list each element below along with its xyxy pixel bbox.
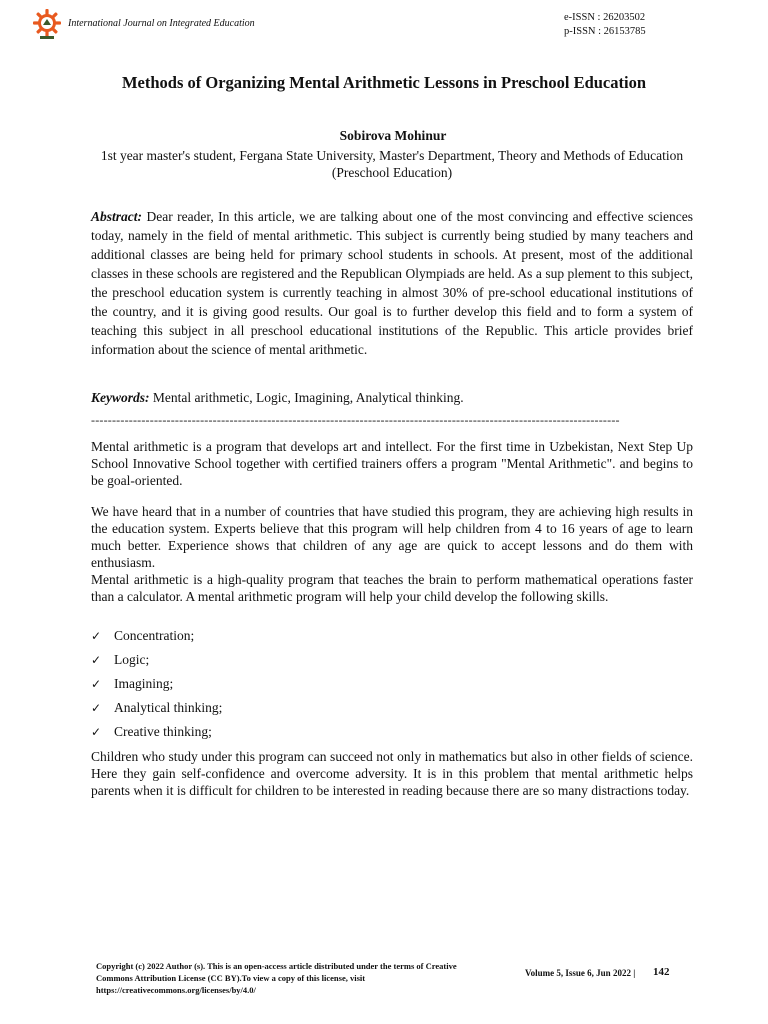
- keywords: [91, 388, 693, 407]
- body-paragraph: Mental arithmetic is a high-quality program that teaches the brain to perform mathematical operations faster than a calculator. A mental arithmetic program will help your child develop the following skills.: [91, 572, 693, 604]
- checkmark-icon: ✓: [91, 629, 102, 643]
- author-name: Sobirova Mohinur: [339, 128, 447, 143]
- author-affiliation: 1st year master's student, Fergana State University, Master's Department, Theory and Methods of Education (Preschool Education): [100, 148, 684, 180]
- keywords-text: Mental arithmetic, Logic, Imagining, Analytical thinking.: [149, 390, 464, 405]
- checkmark-icon: ✓: [91, 677, 102, 691]
- checkmark-icon: ✓: [91, 653, 102, 667]
- eissn: e-ISSN : 26203502: [564, 12, 646, 23]
- body-paragraph: We have heard that in a number of countries that have studied this program, they are achieving high results in the education system. Experts believe that this program will help children from 4 to 16 years of age to learn much better. Experience shows that children of any age are quick to accept lessons and do them with enthusiasm.: [91, 504, 693, 570]
- checkmark-icon: ✓: [91, 725, 102, 739]
- article-title: Methods of Organizing Mental Arithmetic Lessons in Preschool Education: [121, 73, 647, 92]
- journal-logo-icon: [32, 8, 62, 40]
- license-notice: Copyright (c) 2022 Author (s). This is an open-access article distributed under the terms of Creative Commons Attribution License (CC BY).To view a copy of this license, visit https://creativecommons.org/licenses/by/4.0/: [96, 961, 457, 995]
- list-item: [91, 651, 222, 675]
- list-item: [91, 723, 222, 747]
- list-item: [91, 627, 222, 651]
- skill-label: Analytical thinking;: [114, 700, 223, 715]
- section-separator: ------------------------------------------------------------------------------------------------------------------------------: [91, 413, 620, 427]
- body-paragraph: Mental arithmetic is a program that develops art and intellect. For the first time in Uzbekistan, Next Step Up School Innovative School together with certified trainers offers a program "Mental Arithmetic". and begins to be goal-oriented.: [91, 439, 693, 488]
- volume-info: Volume 5, Issue 6, Jun 2022 |: [525, 968, 636, 978]
- abstract-text: Dear reader, In this article, we are talking about one of the most convincing and effective sciences today, namely in the field of mental arithmetic. This subject is currently being studied by many teachers and additional classes are being held for primary school students in schools. At present, most of the additional classes in these schools are registered and the Republican Olympiads are held. As a sup plement to this subject, the preschool education system is currently teaching in almost 30% of pre-school educational institutions of the country, and it is giving good results. Our goal is to further develop this field and to form a system of teaching this subject in all preschool educational institutions of the Republic. This article provides brief information about the science of mental arithmetic.: [91, 209, 693, 357]
- skill-label: Creative thinking;: [114, 724, 212, 739]
- abstract-label: Abstract:: [91, 209, 143, 224]
- page-number: 142: [653, 966, 670, 978]
- skill-label: Imagining;: [114, 676, 174, 691]
- skill-label: Concentration;: [114, 628, 195, 643]
- body-paragraph: Children who study under this program can succeed not only in mathematics but also in other fields of science. Here they gain self-confidence and overcome adversity. It is in this problem that mental arithmetic helps parents when it is difficult for children to be interested in reading because there are so many distractions today.: [91, 749, 693, 798]
- pissn: p-ISSN : 26153785: [564, 26, 646, 37]
- issn-block: [564, 11, 646, 39]
- skill-label: Logic;: [114, 652, 150, 667]
- skills-list: [91, 627, 222, 747]
- checkmark-icon: ✓: [91, 701, 102, 715]
- list-item: [91, 699, 222, 723]
- list-item: [91, 675, 222, 699]
- journal-name: International Journal on Integrated Education: [68, 18, 255, 29]
- abstract: [91, 207, 693, 359]
- keywords-label: Keywords:: [91, 390, 150, 405]
